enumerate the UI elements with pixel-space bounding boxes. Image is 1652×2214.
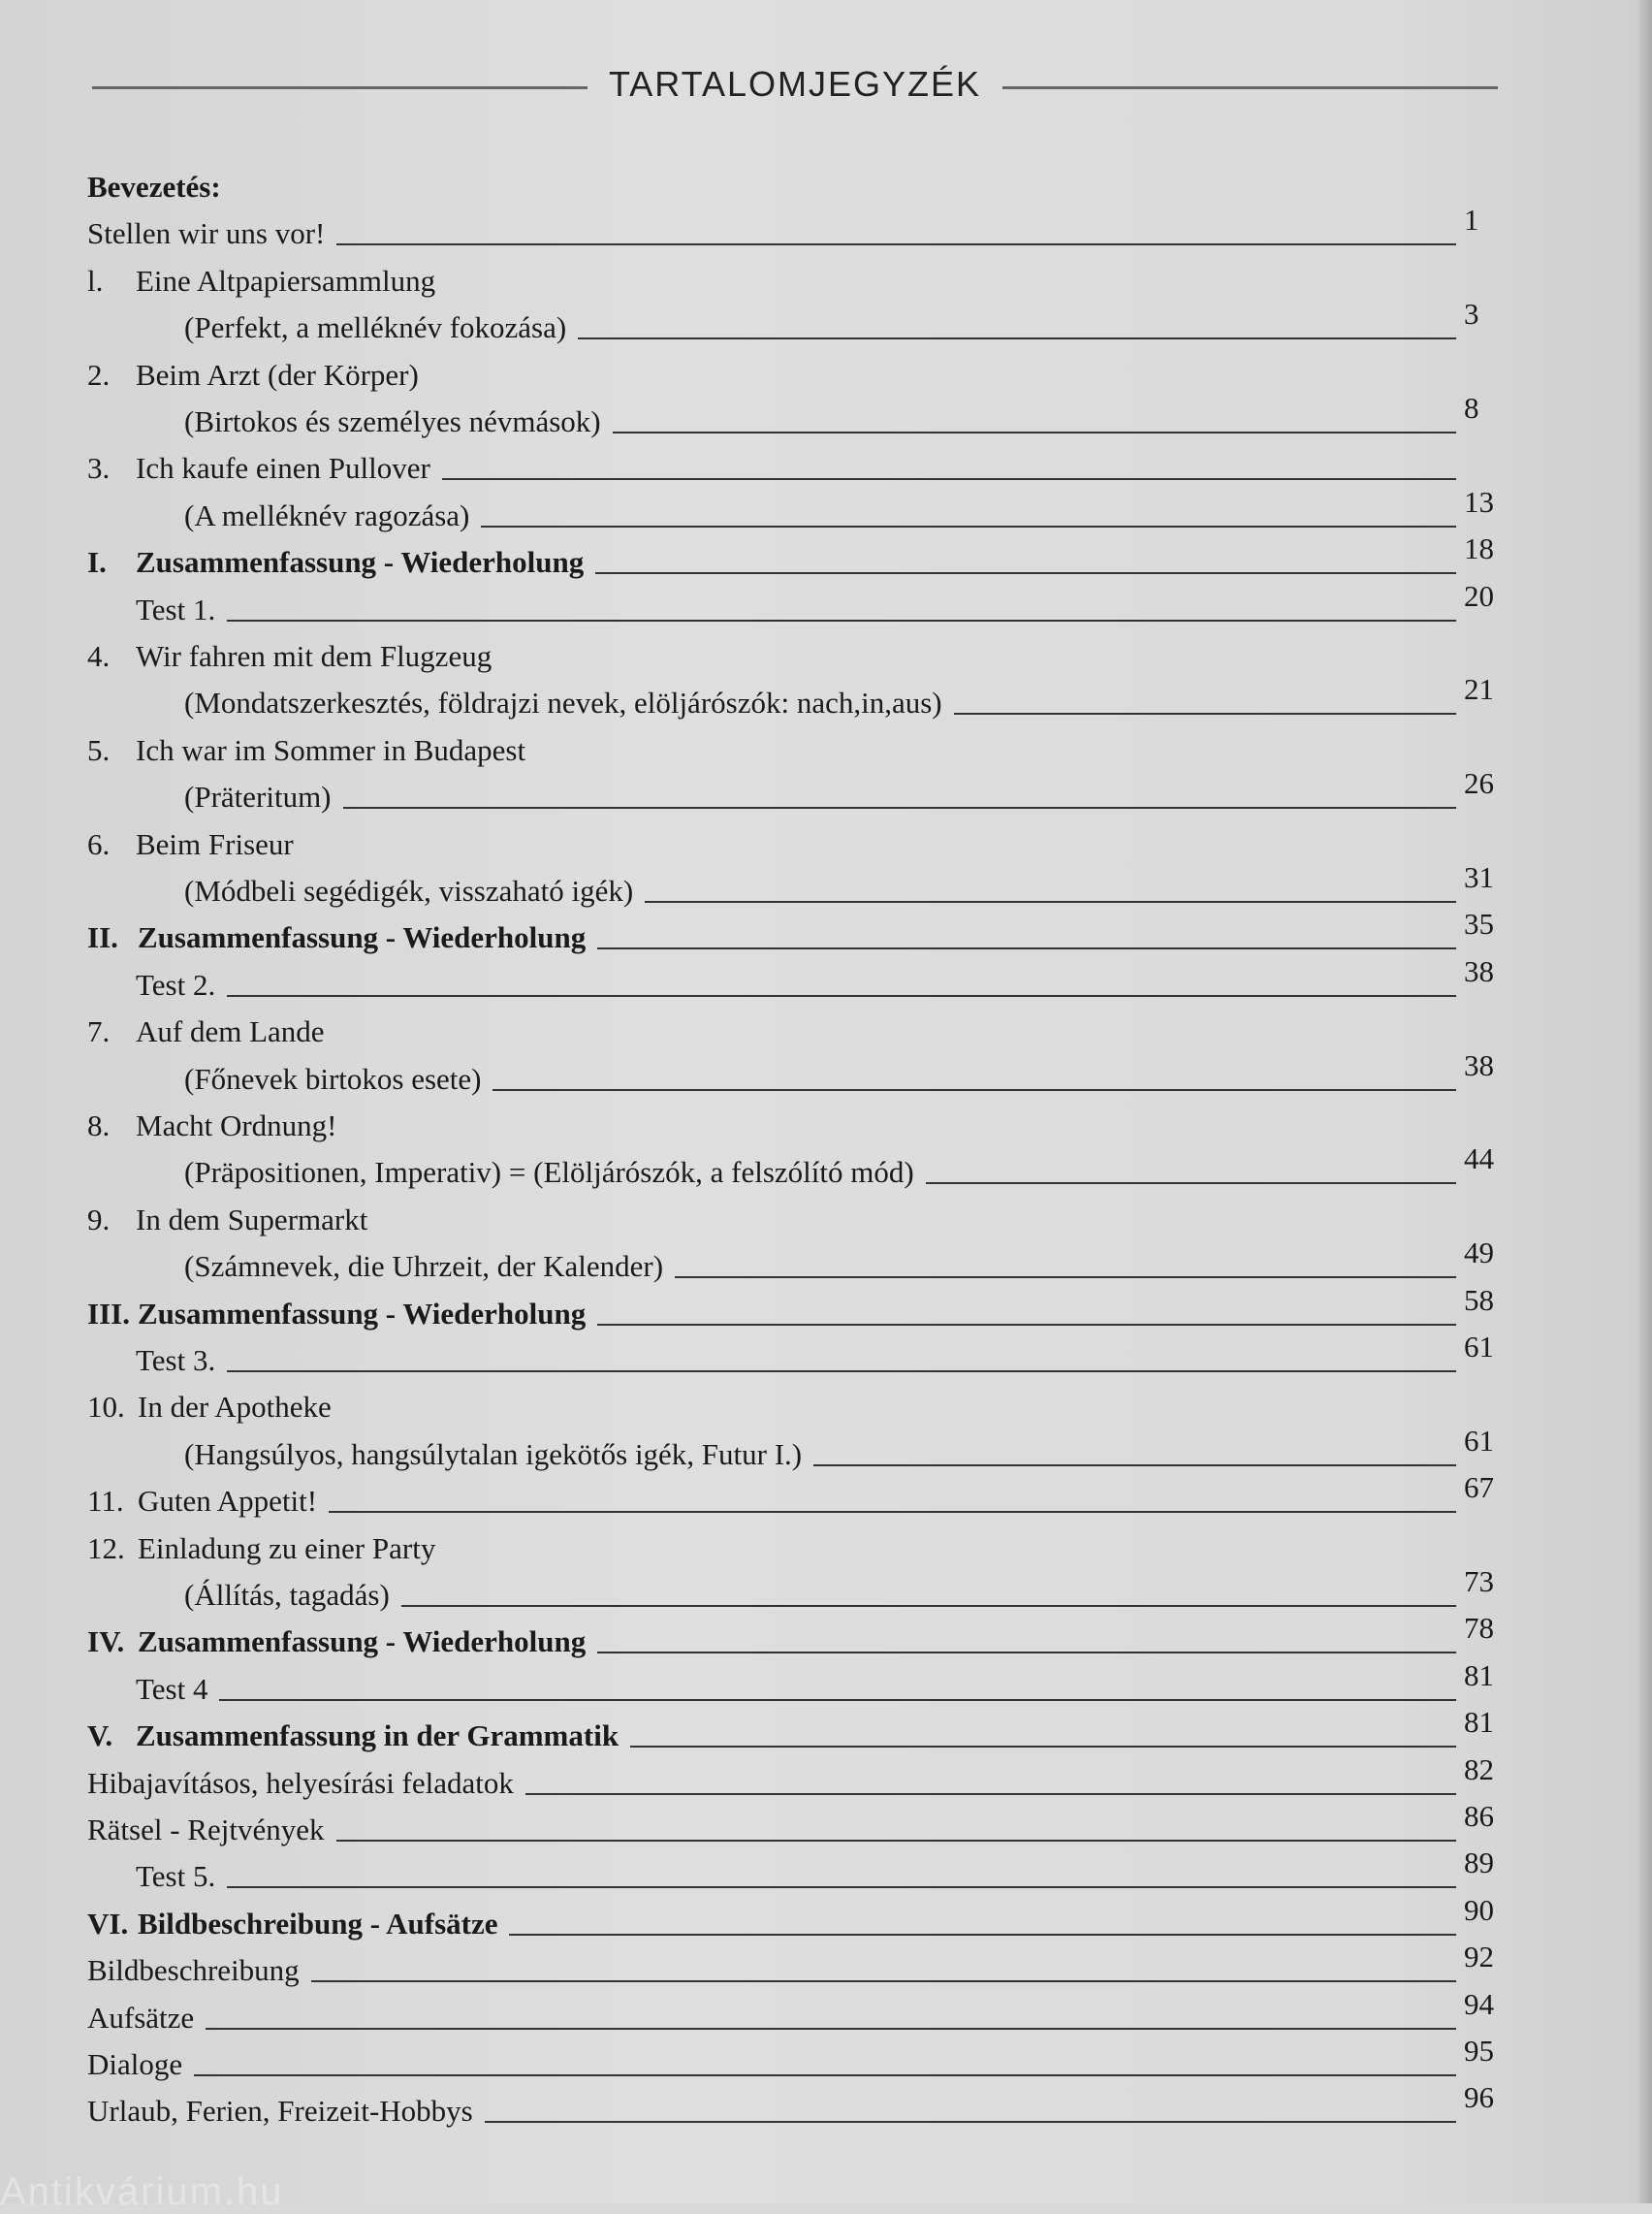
- toc-entry-number: 9.: [87, 1202, 111, 1236]
- toc-entry: [87, 1235, 1503, 1284]
- toc-leader-line: [442, 478, 1456, 480]
- toc-page-number: 95: [1464, 2034, 1494, 2068]
- toc-entry: [87, 1380, 1503, 1425]
- toc-entry: [87, 766, 1503, 815]
- toc-entry: [87, 1751, 1503, 1801]
- toc-page-number: 8: [1464, 391, 1479, 425]
- toc-entry: [87, 1611, 1503, 1659]
- toc-entry-title: Bildbeschreibung: [87, 1953, 300, 1988]
- toc-entry-title: Urlaub, Ferien, Freizeit-Hobbys: [87, 2094, 473, 2129]
- toc-entry-number: 6.: [87, 826, 111, 861]
- toc-entry-title: Test 3.: [136, 1343, 216, 1377]
- toc-leader-line: [509, 1934, 1456, 1936]
- toc-entry-number: 11.: [87, 1484, 124, 1519]
- toc-entry: [87, 484, 1503, 533]
- toc-entry-title: Test 5.: [136, 1859, 216, 1894]
- toc-entry: [87, 1845, 1503, 1894]
- title-rule-left: [92, 86, 588, 89]
- toc-page-number: 67: [1464, 1470, 1494, 1505]
- toc-entry: [87, 391, 1503, 439]
- toc-entry: [87, 629, 1503, 674]
- toc-entry-title: Einladung zu einer Party: [138, 1530, 436, 1565]
- toc-page-number: 96: [1464, 2080, 1494, 2115]
- page-edge: [1638, 0, 1652, 2203]
- toc-entry-title: (Hangsúlyos, hangsúlytalan igekötős igék, Futur I.): [184, 1436, 803, 1471]
- toc-entry: [87, 1423, 1503, 1472]
- toc-entry-title: Aufsätze: [87, 2000, 195, 2035]
- toc-leader-line: [401, 1605, 1456, 1607]
- toc-entry: [87, 1005, 1503, 1049]
- toc-page-number: 86: [1464, 1799, 1494, 1833]
- toc-page-number: 49: [1464, 1235, 1494, 1270]
- toc-leader-line: [485, 2121, 1456, 2123]
- toc-entry: [87, 1657, 1503, 1707]
- toc-entry-title: Macht Ordnung!: [136, 1108, 337, 1142]
- toc-entry: [87, 1282, 1503, 1332]
- toc-page-number: 13: [1464, 484, 1494, 519]
- toc-entry-title: (A melléknév ragozása): [184, 497, 470, 532]
- title-rule-right: [1002, 86, 1498, 89]
- toc-leader-line: [954, 713, 1456, 715]
- toc-leader-line: [675, 1276, 1456, 1278]
- toc-entry-number: III.: [87, 1296, 130, 1331]
- toc-page-number: 94: [1464, 1986, 1494, 2021]
- toc-entry-title: Beim Arzt (der Körper): [136, 357, 419, 392]
- toc-leader-line: [343, 807, 1456, 809]
- toc-entry: [87, 1892, 1503, 1941]
- toc-entry: [87, 2034, 1503, 2082]
- toc-entry: [87, 531, 1503, 580]
- toc-entry: [87, 578, 1503, 627]
- toc-entry-number: l.: [87, 263, 104, 298]
- toc-entry-title: In dem Supermarkt: [136, 1202, 368, 1236]
- toc-entry: [87, 860, 1503, 909]
- toc-entry-title: Test 1.: [136, 592, 216, 626]
- toc-leader-line: [525, 1793, 1456, 1795]
- toc-page-number: 35: [1464, 907, 1494, 942]
- toc-entry-title: (Perfekt, a melléknév fokozása): [184, 310, 567, 345]
- toc-page-number: 18: [1464, 531, 1494, 566]
- toc-entry-number: 7.: [87, 1014, 111, 1049]
- toc-entry-title: Auf dem Lande: [136, 1014, 325, 1049]
- toc-page-number: 21: [1464, 672, 1494, 707]
- toc-entry-title: (Mondatszerkesztés, földrajzi nevek, elöljárószók: nach,in,aus): [184, 686, 942, 721]
- toc-leader-line: [336, 1840, 1457, 1842]
- toc-entry: [87, 672, 1503, 721]
- toc-leader-line: [578, 337, 1456, 339]
- toc-entry-number: IV.: [87, 1624, 125, 1659]
- toc-page-number: 61: [1464, 1423, 1494, 1458]
- toc-leader-line: [481, 526, 1456, 528]
- toc-entry-number: VI.: [87, 1906, 129, 1941]
- toc-entry: [87, 1799, 1503, 1847]
- toc-leader-line: [206, 2028, 1456, 2030]
- toc-entry-number: 10.: [87, 1390, 125, 1425]
- watermark: Antikvárium.hu: [0, 2170, 284, 2213]
- toc-entry-title: (Präpositionen, Imperativ) = (Elöljárószók, a felszólító mód): [184, 1155, 914, 1190]
- toc-entry-title: Eine Altpapiersammlung: [136, 263, 436, 298]
- toc-entry: [87, 1705, 1503, 1753]
- toc-entry-title: Zusammenfassung in der Grammatik: [136, 1718, 620, 1753]
- toc-entry-title: Zusammenfassung - Wiederholung: [136, 545, 585, 580]
- toc-page-number: 92: [1464, 1940, 1494, 1974]
- toc-entry-number: V.: [87, 1718, 113, 1753]
- toc-leader-line: [613, 432, 1456, 433]
- toc-entry: [87, 907, 1503, 955]
- toc-leader-line: [813, 1464, 1456, 1466]
- toc-page-number: 3: [1464, 297, 1479, 332]
- toc-leader-line: [194, 2074, 1456, 2076]
- toc-page-number: 58: [1464, 1282, 1494, 1317]
- toc-entry-title: (Számnevek, die Uhrzeit, der Kalender): [184, 1249, 664, 1284]
- toc-entry: [87, 254, 1503, 299]
- toc-entry: [87, 1986, 1503, 2036]
- toc-entry: [87, 297, 1503, 345]
- toc-entry: [87, 160, 1503, 205]
- toc-entry-number: I.: [87, 545, 107, 580]
- toc-entry-title: Bevezetés:: [87, 170, 221, 204]
- toc-entry: [87, 1522, 1503, 1566]
- toc-leader-line: [227, 1886, 1456, 1888]
- toc-entry-title: Wir fahren mit dem Flugzeug: [136, 639, 492, 673]
- toc-entry: [87, 818, 1503, 862]
- toc-entry-title: Zusammenfassung - Wiederholung: [138, 1296, 587, 1331]
- toc-leader-line: [311, 1980, 1456, 1982]
- toc-entry-title: (Állítás, tagadás): [184, 1578, 390, 1612]
- toc-leader-line: [227, 995, 1456, 997]
- toc-entry: [87, 1047, 1503, 1097]
- toc-leader-line: [630, 1746, 1456, 1748]
- toc-entry: [87, 1330, 1503, 1378]
- toc-leader-line: [595, 572, 1456, 574]
- toc-entry-title: Stellen wir uns vor!: [87, 216, 326, 251]
- toc-entry-title: (Főnevek birtokos esete): [184, 1061, 482, 1096]
- toc-leader-line: [227, 620, 1456, 622]
- toc-entry-title: Test 4: [136, 1671, 208, 1706]
- toc-title-row: [92, 60, 1498, 109]
- toc-entry-title: Test 2.: [136, 967, 216, 1002]
- toc-entry: [87, 1193, 1503, 1237]
- toc-page-number: 20: [1464, 578, 1494, 613]
- toc-entry-title: Hibajavításos, helyesírási feladatok: [87, 1765, 514, 1800]
- toc-entry-number: 8.: [87, 1108, 111, 1142]
- toc-page-number: 26: [1464, 766, 1494, 801]
- toc-entry: [87, 441, 1503, 486]
- toc-entry-title: In der Apotheke: [138, 1390, 332, 1425]
- toc-leader-line: [597, 1652, 1456, 1653]
- toc-page-number: 38: [1464, 953, 1494, 988]
- toc-leader-line: [492, 1089, 1456, 1091]
- toc-entry: [87, 723, 1503, 768]
- toc-entry: [87, 203, 1503, 251]
- toc-page-number: 61: [1464, 1330, 1494, 1364]
- toc-entry-title: (Módbeli segédigék, visszaható igék): [184, 874, 634, 908]
- toc-entry-number: 2.: [87, 357, 111, 392]
- toc-entry: [87, 1564, 1503, 1613]
- toc-entry-title: Zusammenfassung - Wiederholung: [138, 1624, 587, 1659]
- toc-entry-number: II.: [87, 920, 118, 955]
- toc-page-number: 90: [1464, 1892, 1494, 1927]
- toc-leader-line: [227, 1370, 1456, 1372]
- toc-page-number: 82: [1464, 1751, 1494, 1786]
- toc-entry: [87, 1940, 1503, 1988]
- toc-entry-number: 3.: [87, 451, 111, 486]
- toc-page-number: 78: [1464, 1611, 1494, 1646]
- toc-entry: [87, 1470, 1503, 1519]
- toc-page-number: 38: [1464, 1047, 1494, 1082]
- toc-entry-number: 12.: [87, 1530, 125, 1565]
- toc-leader-line: [597, 1324, 1456, 1326]
- toc-entry-title: Bildbeschreibung - Aufsätze: [138, 1906, 498, 1941]
- toc-leader-line: [336, 243, 1456, 245]
- toc-page-number: 81: [1464, 1657, 1494, 1692]
- toc-leader-line: [329, 1511, 1456, 1513]
- toc-page-number: 31: [1464, 860, 1494, 894]
- toc-entry: [87, 1141, 1503, 1190]
- toc-page-number: 1: [1464, 203, 1479, 238]
- toc-leader-line: [597, 947, 1456, 949]
- toc-entry-title: (Birtokos és személyes névmások): [184, 404, 601, 438]
- toc-entry-title: Zusammenfassung - Wiederholung: [138, 920, 587, 955]
- toc-entry: [87, 348, 1503, 393]
- toc-entry: [87, 1099, 1503, 1143]
- toc-entry-title: Rätsel - Rejtvények: [87, 1813, 325, 1846]
- toc-entry-title: (Präteritum): [184, 780, 332, 815]
- toc-leader-line: [645, 901, 1456, 903]
- page-title: TARTALOMJEGYZÉK: [608, 64, 982, 104]
- toc-entry-title: Ich kaufe einen Pullover: [136, 451, 430, 486]
- toc-entry-number: 4.: [87, 639, 111, 673]
- toc-leader-line: [926, 1182, 1456, 1184]
- toc-leader-line: [219, 1699, 1456, 1701]
- toc-page-number: 44: [1464, 1141, 1494, 1176]
- toc-entry: [87, 2080, 1503, 2129]
- toc-page-number: 89: [1464, 1845, 1494, 1880]
- toc-entry-number: 5.: [87, 732, 111, 767]
- toc-entry: [87, 953, 1503, 1003]
- toc-entry-title: Beim Friseur: [136, 826, 294, 861]
- toc-page-number: 73: [1464, 1564, 1494, 1598]
- toc-entry-title: Ich war im Sommer in Budapest: [136, 732, 526, 767]
- toc-page-number: 81: [1464, 1705, 1494, 1740]
- toc-entry-title: Guten Appetit!: [138, 1484, 318, 1519]
- toc-entry-title: Dialoge: [87, 2047, 183, 2081]
